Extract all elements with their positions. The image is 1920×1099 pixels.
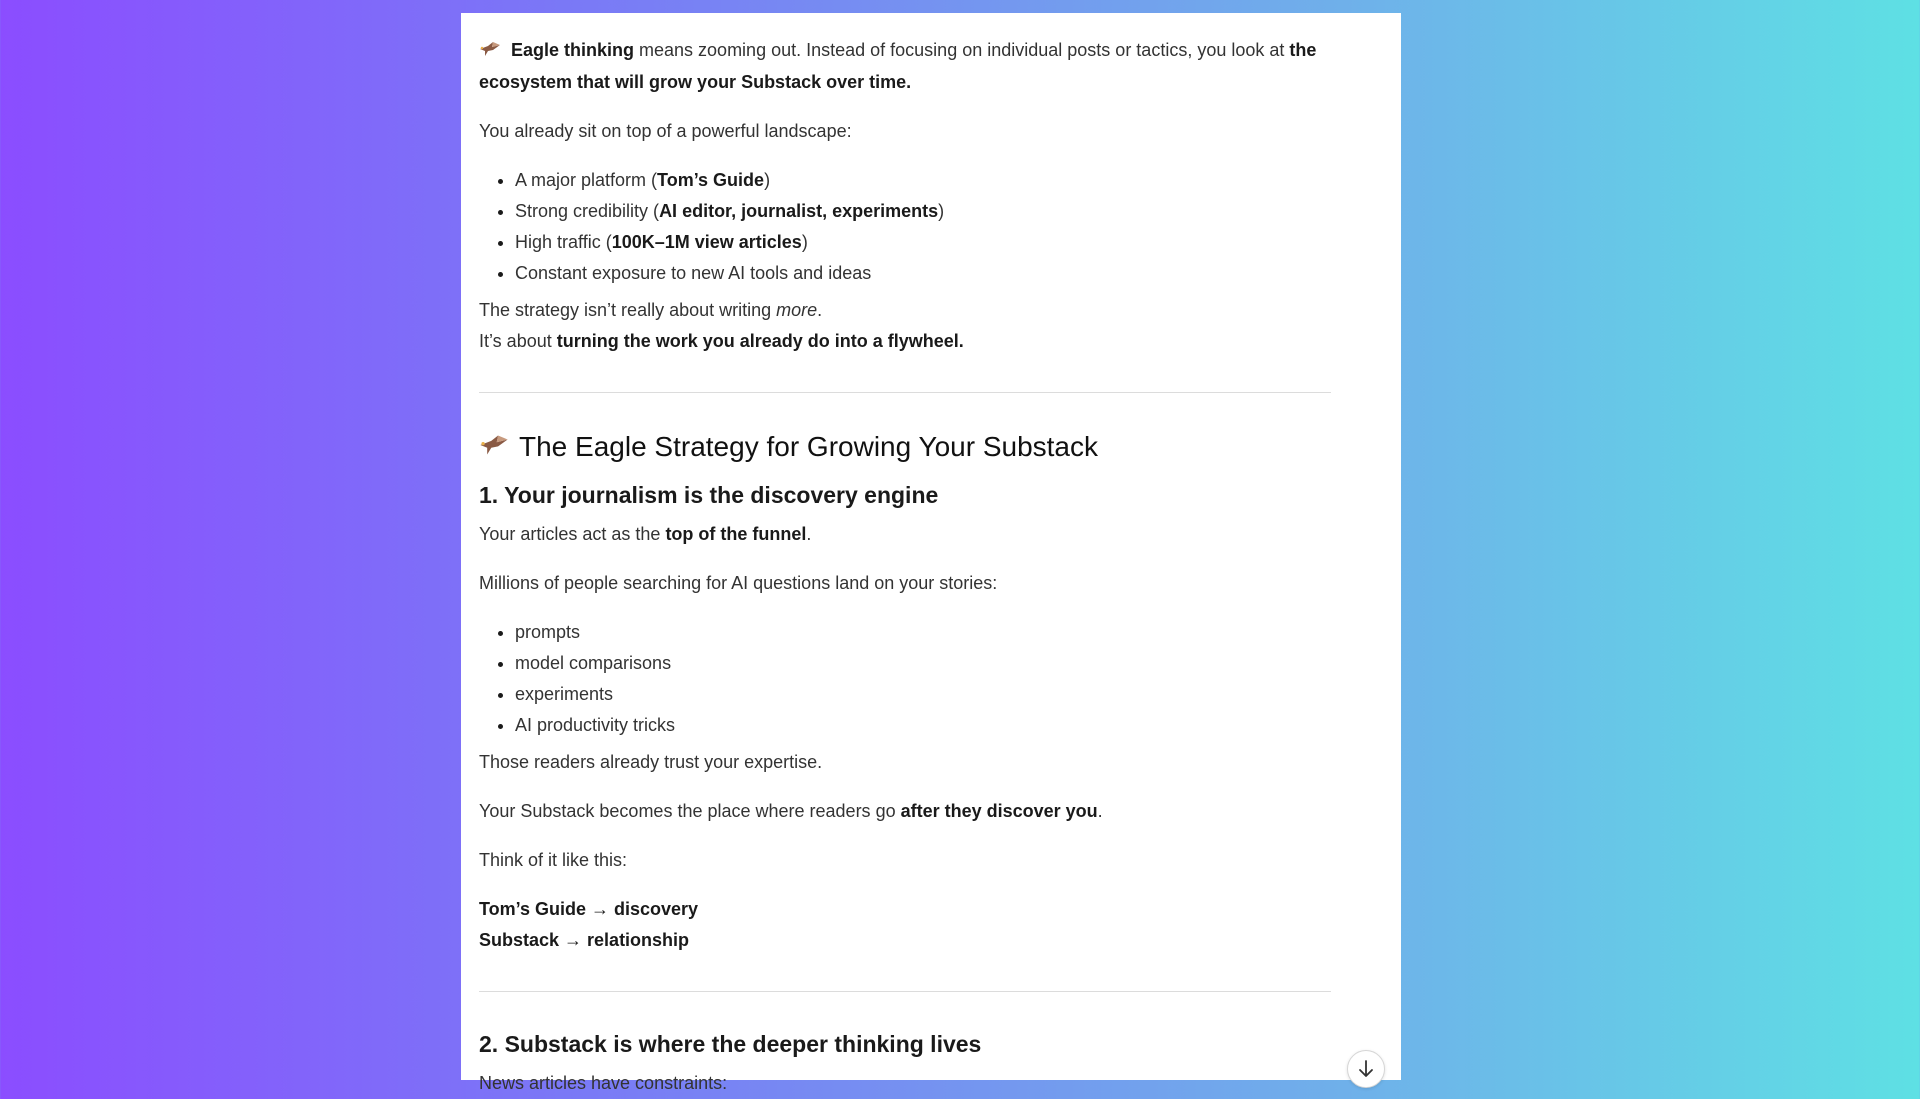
list-item: • Strong credibility (AI editor, journalist, experiments)	[515, 196, 1331, 227]
discovery-line: Tom’s Guide → discovery	[479, 898, 699, 919]
flywheel-paragraph: It’s about turning the work you already do into a flywheel.	[479, 330, 964, 351]
list-item: • experiments	[515, 679, 1331, 710]
think-paragraph: Think of it like this:	[479, 849, 628, 870]
eagle-icon	[479, 36, 501, 67]
strategy-paragraph: The strategy isn’t really about writing more.	[479, 299, 823, 320]
list-item: • High traffic (100K–1M view articles)	[515, 227, 1331, 258]
list-item: • Constant exposure to new AI tools and ideas	[515, 258, 1331, 289]
funnel-paragraph: Your articles act as the top of the funnel.	[479, 523, 812, 544]
divider	[479, 392, 1331, 393]
landscape-list	[479, 165, 1331, 289]
searching-paragraph: Millions of people searching for AI questions land on your stories:	[479, 572, 998, 593]
list-item: • A major platform (Tom’s Guide)	[515, 165, 1331, 196]
heading-substack: 2. Substack is where the deeper thinking lives	[479, 1030, 982, 1057]
relationship-line: Substack → relationship	[479, 929, 690, 950]
landscape-intro: You already sit on top of a powerful landscape:	[479, 120, 852, 141]
heading-journalism: 1. Your journalism is the discovery engine	[479, 481, 939, 508]
section-title: The Eagle Strategy for Growing Your Substack	[479, 429, 1331, 465]
trust-paragraph: Those readers already trust your expertise.	[479, 751, 823, 772]
list-item: • model comparisons	[515, 648, 1331, 679]
eagle-icon	[479, 429, 509, 465]
arrow-down-icon	[1358, 1060, 1374, 1078]
document-content	[479, 35, 1331, 1099]
scroll-down-button[interactable]	[1347, 1050, 1385, 1088]
discover-paragraph: Your Substack becomes the place where readers go after they discover you.	[479, 800, 1103, 821]
intro-paragraph: Eagle thinking means zooming out. Instead of focusing on individual posts or tactics, you look at the ecosystem that will grow your Substack over time.	[479, 35, 1331, 98]
document-panel	[461, 13, 1401, 1093]
divider	[479, 991, 1331, 992]
list-item: • AI productivity tricks	[515, 710, 1331, 741]
topics-list	[479, 617, 1331, 741]
constraints-paragraph: News articles have constraints:	[479, 1072, 728, 1093]
list-item: • prompts	[515, 617, 1331, 648]
